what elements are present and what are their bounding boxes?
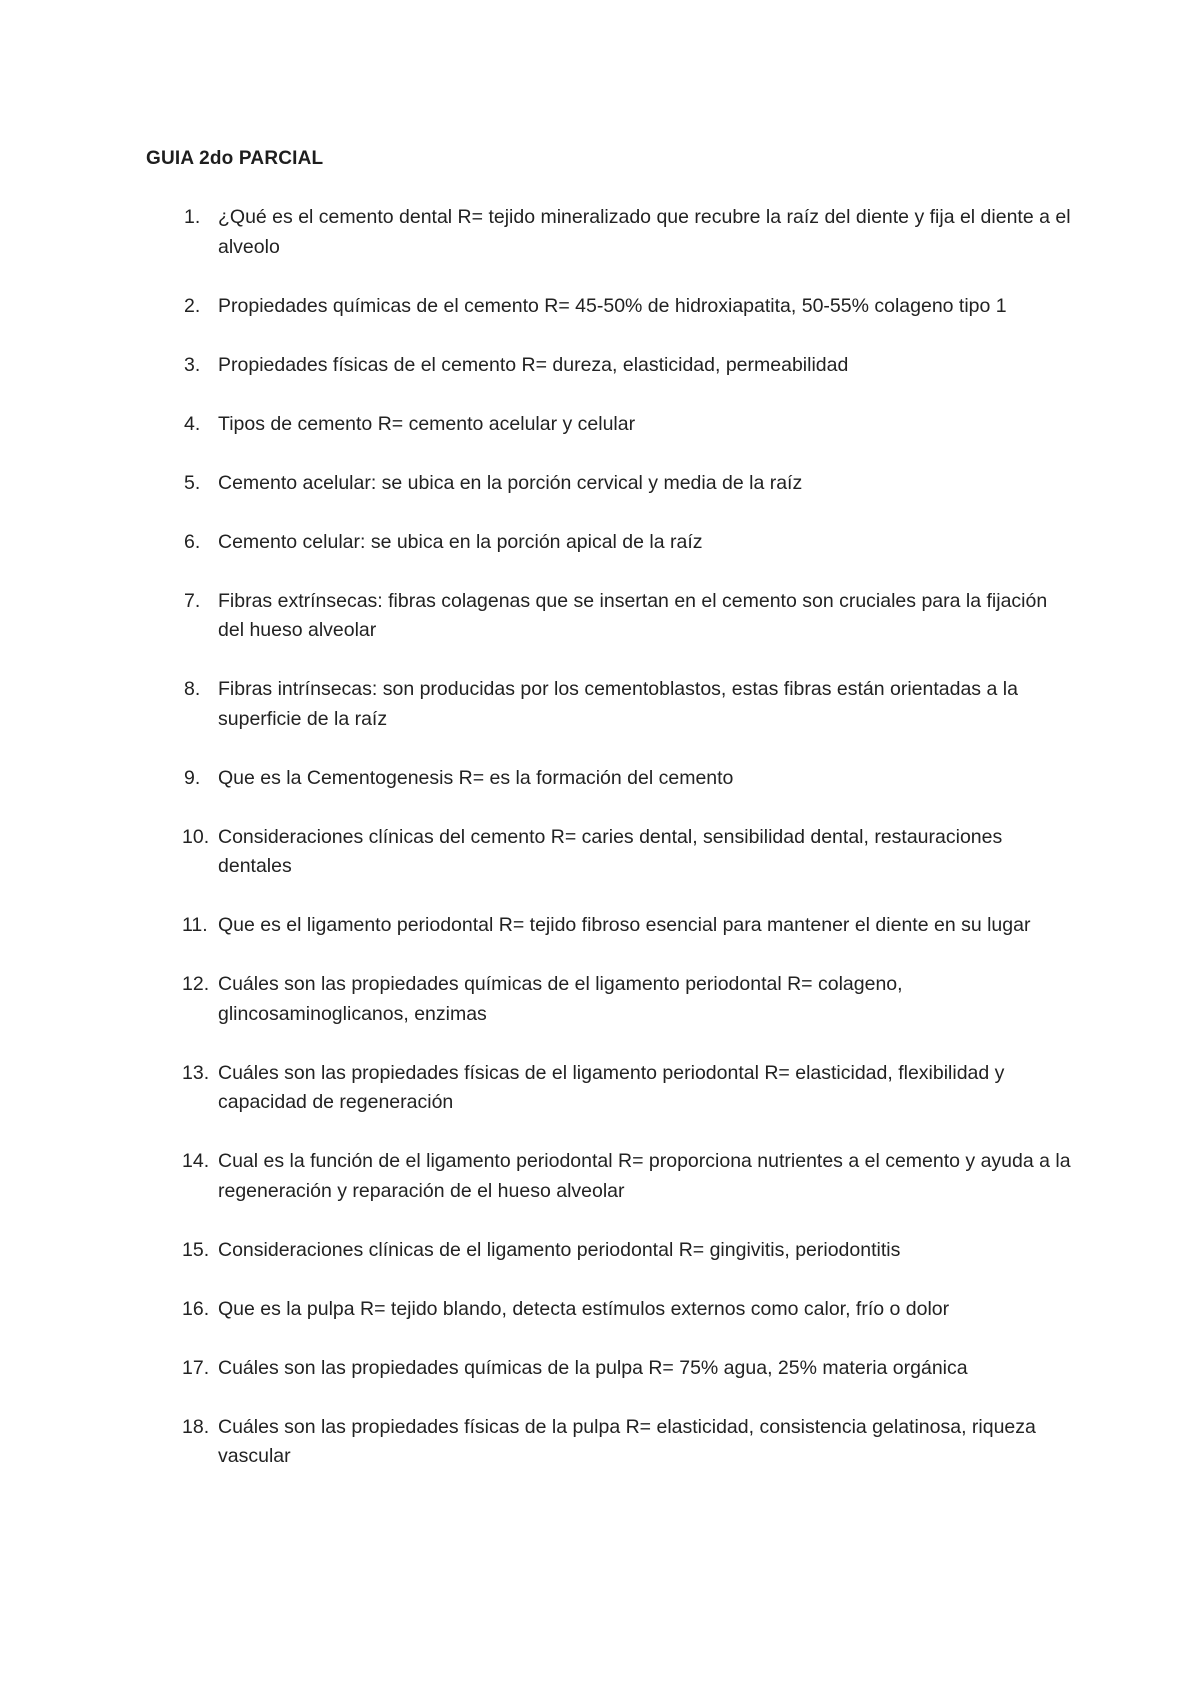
question-text: Cuáles son las propiedades químicas de el ligamento periodontal R= colageno, glincosaminoglicanos, enzimas xyxy=(218,973,903,1025)
document-title: GUIA 2do PARCIAL xyxy=(146,148,324,169)
question-text: Consideraciones clínicas de el ligamento periodontal R= gingivitis, periodontitis xyxy=(218,1238,901,1261)
question-text: Propiedades químicas de el cemento R= 45-50% de hidroxiapatita, 50-55% colageno tipo 1 xyxy=(218,294,1007,317)
question-item xyxy=(146,410,1076,440)
question-item xyxy=(146,469,1076,499)
question-number: 14. xyxy=(182,1150,210,1172)
question-item xyxy=(146,1147,1076,1206)
question-text: Fibras extrínsecas: fibras colagenas que se insertan en el cemento son cruciales para la fijación del hueso alveolar xyxy=(218,589,1048,641)
question-text: Que es la pulpa R= tejido blando, detecta estímulos externos como calor, frío o dolor xyxy=(218,1297,950,1320)
question-number: 15. xyxy=(182,1238,210,1261)
question-number: 3. xyxy=(184,353,201,376)
question-item xyxy=(146,587,1076,646)
question-number: 17. xyxy=(182,1356,210,1379)
question-number: 16. xyxy=(182,1297,210,1320)
question-text: Propiedades físicas de el cemento R= dureza, elasticidad, permeabilidad xyxy=(218,353,849,376)
question-number: 1. xyxy=(184,206,201,228)
question-item xyxy=(146,764,1076,794)
question-number: 4. xyxy=(184,412,201,435)
question-text: Cuáles son las propiedades físicas de el ligamento periodontal R= elasticidad, flexibilidad y capacidad de regeneración xyxy=(218,1061,1005,1113)
question-number: 13. xyxy=(182,1061,210,1084)
question-text: Cemento acelular: se ubica en la porción cervical y media de la raíz xyxy=(218,471,803,494)
question-list xyxy=(146,203,1076,1501)
question-item xyxy=(146,351,1076,381)
question-item xyxy=(146,911,1076,941)
question-item xyxy=(146,1413,1076,1472)
question-text: Que es la Cementogenesis R= es la formación del cemento xyxy=(218,766,734,789)
question-number: 18. xyxy=(182,1415,210,1438)
question-item xyxy=(146,675,1076,734)
question-number: 6. xyxy=(184,530,201,553)
question-text: Tipos de cemento R= cemento acelular y celular xyxy=(218,412,636,435)
question-item xyxy=(146,203,1076,262)
question-number: 7. xyxy=(184,589,201,612)
question-item xyxy=(146,292,1076,322)
question-text: Cuáles son las propiedades físicas de la pulpa R= elasticidad, consistencia gelatinosa, riqueza vascular xyxy=(218,1415,1036,1467)
question-text: Que es el ligamento periodontal R= tejido fibroso esencial para mantener el diente en su lugar xyxy=(218,914,1031,936)
question-text: Consideraciones clínicas del cemento R= caries dental, sensibilidad dental, restauraciones dentales xyxy=(218,825,1003,877)
question-item xyxy=(146,1236,1076,1266)
question-number: 2. xyxy=(184,294,201,317)
question-item xyxy=(146,528,1076,558)
question-text: Cemento celular: se ubica en la porción apical de la raíz xyxy=(218,530,703,553)
question-number: 5. xyxy=(184,471,201,494)
question-number: 11. xyxy=(182,914,208,936)
question-item xyxy=(146,970,1076,1029)
question-text: Cual es la función de el ligamento periodontal R= proporciona nutrientes a el cemento y ayuda a la regeneración y reparación de el hueso alveolar xyxy=(218,1150,1071,1202)
question-text: Fibras intrínsecas: son producidas por los cementoblastos, estas fibras están orientadas a la superficie de la raíz xyxy=(218,678,1018,730)
question-number: 9. xyxy=(184,766,201,789)
question-text: ¿Qué es el cemento dental R= tejido mineralizado que recubre la raíz del diente y fija el diente a el alveolo xyxy=(218,206,1071,258)
question-number: 10. xyxy=(182,825,210,848)
question-item xyxy=(146,823,1076,882)
question-item xyxy=(146,1059,1076,1118)
question-item xyxy=(146,1295,1076,1325)
question-number: 12. xyxy=(182,973,210,995)
question-text: Cuáles son las propiedades químicas de la pulpa R= 75% agua, 25% materia orgánica xyxy=(218,1356,968,1379)
question-number: 8. xyxy=(184,678,201,700)
question-item xyxy=(146,1354,1076,1384)
